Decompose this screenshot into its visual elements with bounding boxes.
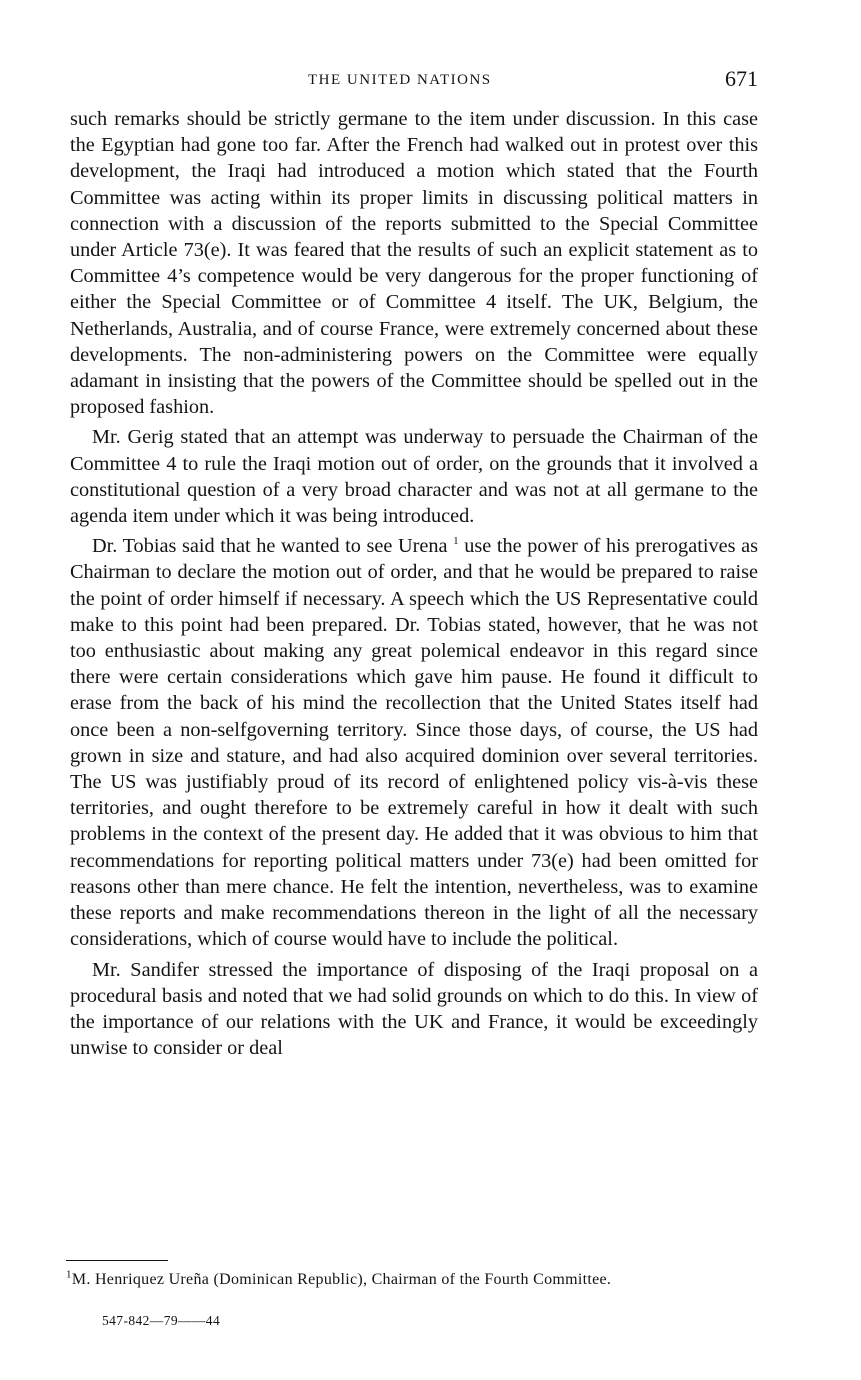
paragraph-tobias-start: Dr. Tobias said that he wanted to see Urena bbox=[92, 535, 448, 558]
running-title: THE UNITED NATIONS bbox=[308, 72, 492, 88]
footnote-reference: 1 bbox=[453, 535, 459, 548]
paragraph-tobias bbox=[70, 533, 758, 952]
footnote-text: M. Henriquez Ureña (Dominican Republic), Chairman of the Fourth Committee. bbox=[71, 1271, 612, 1288]
paragraph-sandifer: Mr. Sandifer stressed the importance of disposing of the Iraqi proposal on a procedural basis and noted that we had solid grounds on which to do this. In view of the importance of our relations with the UK and France, it would be exceedingly unwise to consider or deal bbox=[70, 958, 758, 1060]
body-text bbox=[70, 106, 758, 1061]
paragraph-gerig: Mr. Gerig stated that an attempt was underway to persuade the Chairman of the Committee 4 to rule the Iraqi motion out of order, on the grounds that it involved a constitutional question of a very broad character and was not at all germane to the agenda item under which it was being introduced. bbox=[70, 426, 758, 528]
footnote bbox=[66, 1270, 752, 1289]
running-head bbox=[70, 66, 760, 96]
printer-code: 547-842—79——44 bbox=[102, 1313, 221, 1328]
paragraph-tobias-rest: use the power of his prerogatives as Chairman to declare the motion out of order, and that he would be prepared to raise the point of order himself if necessary. A speech which the US Representative could make to this point had been prepared. Dr. Tobias stated, however, that he was not too enthusiastic about making any great polemical endeavor in this regard since there were certain considerations which gave him pause. He found it difficult to erase from the back of his mind the recollection that the United States itself had once been a non-selfgoverning territory. Since those days, of course, the US had grown in size and stature, and had also acquired dominion over several territories. The US was justifiably proud of its record of enlightened policy vis-à-vis these territories, and ought therefore to be extremely careful in how it dealt with such problems in the context of the present day. He added that it was obvious to him that recommendations for reporting political matters under 73(e) had been omitted for reasons other than mere chance. He felt the intention, nevertheless, was to examine these reports and make recommendations thereon in the light of all the necessary considerations, which of course would have to include the political. bbox=[70, 535, 758, 951]
paragraph-continued: such remarks should be strictly germane to the item under discussion. In this case the Egyptian had gone too far. After the French had walked out in protest over this development, the Iraqi had introduced a motion which stated that the Fourth Committee was acting within its proper limits in discussing political matters in connection with a discussion of the reports submitted to the Special Committee under Article 73(e). It was feared that the results of such an explicit statement as to Committee 4’s competence would be very dangerous for the proper functioning of either the Special Committee or of Committee 4 itself. The UK, Belgium, the Netherlands, Australia, and of course France, were extremely concerned about these developments. The non-administering powers on the Committee were equally adamant in insisting that the powers of the Committee should be spelled out in the proposed fashion. bbox=[70, 108, 758, 419]
footnote-marker: 1 bbox=[66, 1268, 72, 1281]
footnote-rule bbox=[66, 1260, 168, 1261]
page-number: 671 bbox=[725, 66, 758, 91]
